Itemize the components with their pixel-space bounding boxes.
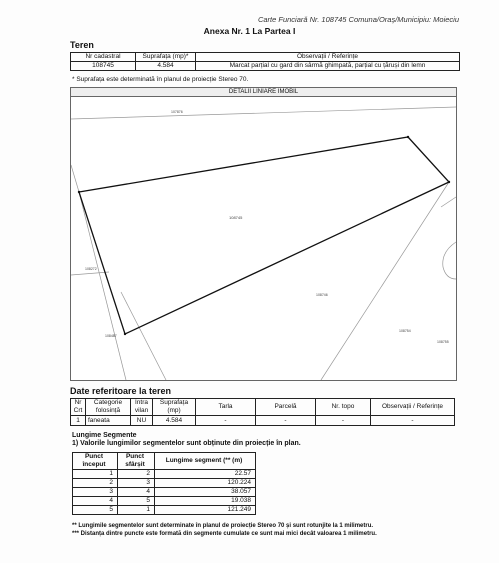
annex-title: Anexa Nr. 1 La Partea I [203,26,296,36]
parcel-number-label: 108745 [229,215,243,220]
parcel-vertex [448,181,450,183]
seg-end: 4 [118,488,155,497]
ref-intravilan: NU [131,416,153,426]
segmente-table [72,452,256,515]
ref-parcela: - [256,416,316,426]
teren-nr-cadastral: 108745 [71,62,136,71]
ref-col-nr-topo: Nr. topo [316,399,371,416]
footnote-distance: *** Distanța dintre puncte este formată din segmente cumulate ce sunt mai mici decât valoarea 1 milimetru. [72,531,377,537]
seg-start: 1 [73,470,118,479]
seg-length: 121.249 [155,506,256,515]
neighbor-boundary [71,107,456,119]
neighbor-label: 107876 [171,110,183,114]
neighbor-label: 108487 [105,334,117,338]
neighbor-label: 108272 [85,267,97,271]
seg-col-lungime: Lungime segment (** (m) [155,453,256,470]
neighbor-boundary [121,292,166,380]
referitoare-table [70,398,455,426]
seg-end: 3 [118,479,155,488]
footnote-segment-lengths: ** Lungimile segmentelor sunt determinate în planul de proiecție Stereo 70 și sunt rotunjite la 1 milimetru. [72,523,374,529]
neighbor-boundary [71,165,79,192]
seg-length: 19.038 [155,497,256,506]
segmente-row [73,470,256,479]
neighbor-label: 108754 [399,329,411,333]
ref-observatii: - [371,416,455,426]
neighbor-label: 108746 [316,293,328,297]
seg-start: 4 [73,497,118,506]
ref-col-tarla: Tarla [196,399,256,416]
parcel-vertex [78,191,80,193]
ref-col-parcela: Parcelă [256,399,316,416]
seg-length: 38.057 [155,488,256,497]
neighbor-boundary [443,242,456,279]
ref-col-intravilan: Intra vilan [131,399,153,416]
plan-title: DETALII LINIARE IMOBIL [70,87,457,97]
seg-end: 1 [118,506,155,515]
neighbor-boundary [441,197,456,207]
referitoare-header-row [71,399,455,416]
ref-nr-topo: - [316,416,371,426]
ref-nr: 1 [71,416,86,426]
parcel-vertex [407,136,409,138]
seg-col-sfarsit: Punct sfârșit [118,453,155,470]
referitoare-row [71,416,455,426]
seg-start: 3 [73,488,118,497]
segmente-row [73,506,256,515]
neighbor-label: 108755 [437,340,449,344]
ref-col-suprafata: Suprafața (mp) [153,399,196,416]
parcel-plan-drawing [71,97,456,380]
teren-observatii: Marcat parțial cu gard din sârmă ghimpată, parțial cu țăruși din lemn [196,62,460,71]
parcel-plan [70,96,457,381]
segmente-subtitle: 1) Valorile lungimilor segmentelor sunt obținute din proiecție în plan. [72,440,301,447]
parcel-vertex [124,333,126,335]
seg-length: 120.224 [155,479,256,488]
segmente-row [73,479,256,488]
teren-suprafata: 4.584 [136,62,196,71]
neighbor-boundary [79,192,126,380]
seg-end: 5 [118,497,155,506]
seg-length: 22.57 [155,470,256,479]
seg-col-inceput: Punct început [73,453,118,470]
segmente-row [73,497,256,506]
segmente-row [73,488,256,497]
parcel-boundary [79,137,449,334]
neighbor-boundary [71,272,109,275]
teren-col-suprafata: Suprafața (mp)* [136,53,196,62]
teren-note: * Suprafața este determinată în planul de proiecție Stereo 70. [72,76,249,83]
ref-tarla: - [196,416,256,426]
referitoare-title: Date referitoare la teren [70,386,172,396]
teren-row [71,62,460,71]
ref-col-categorie: Categorie folosință [86,399,131,416]
ref-suprafata: 4.584 [153,416,196,426]
teren-col-observatii: Observații / Referințe [196,53,460,62]
segmente-title: Lungime Segmente [72,432,137,439]
seg-start: 5 [73,506,118,515]
ref-categorie: faneata [86,416,131,426]
ref-col-nr: Nr Crt [71,399,86,416]
ref-col-observatii: Observații / Referințe [371,399,455,416]
teren-title: Teren [70,40,94,50]
teren-header-row [71,53,460,62]
teren-col-nr: Nr cadastral [71,53,136,62]
seg-end: 2 [118,470,155,479]
teren-table [70,52,460,71]
segmente-header-row [73,453,256,470]
cadastral-header: Carte Funciară Nr. 108745 Comuna/Oraș/Municipiu: Moieciu [257,15,459,24]
seg-start: 2 [73,479,118,488]
